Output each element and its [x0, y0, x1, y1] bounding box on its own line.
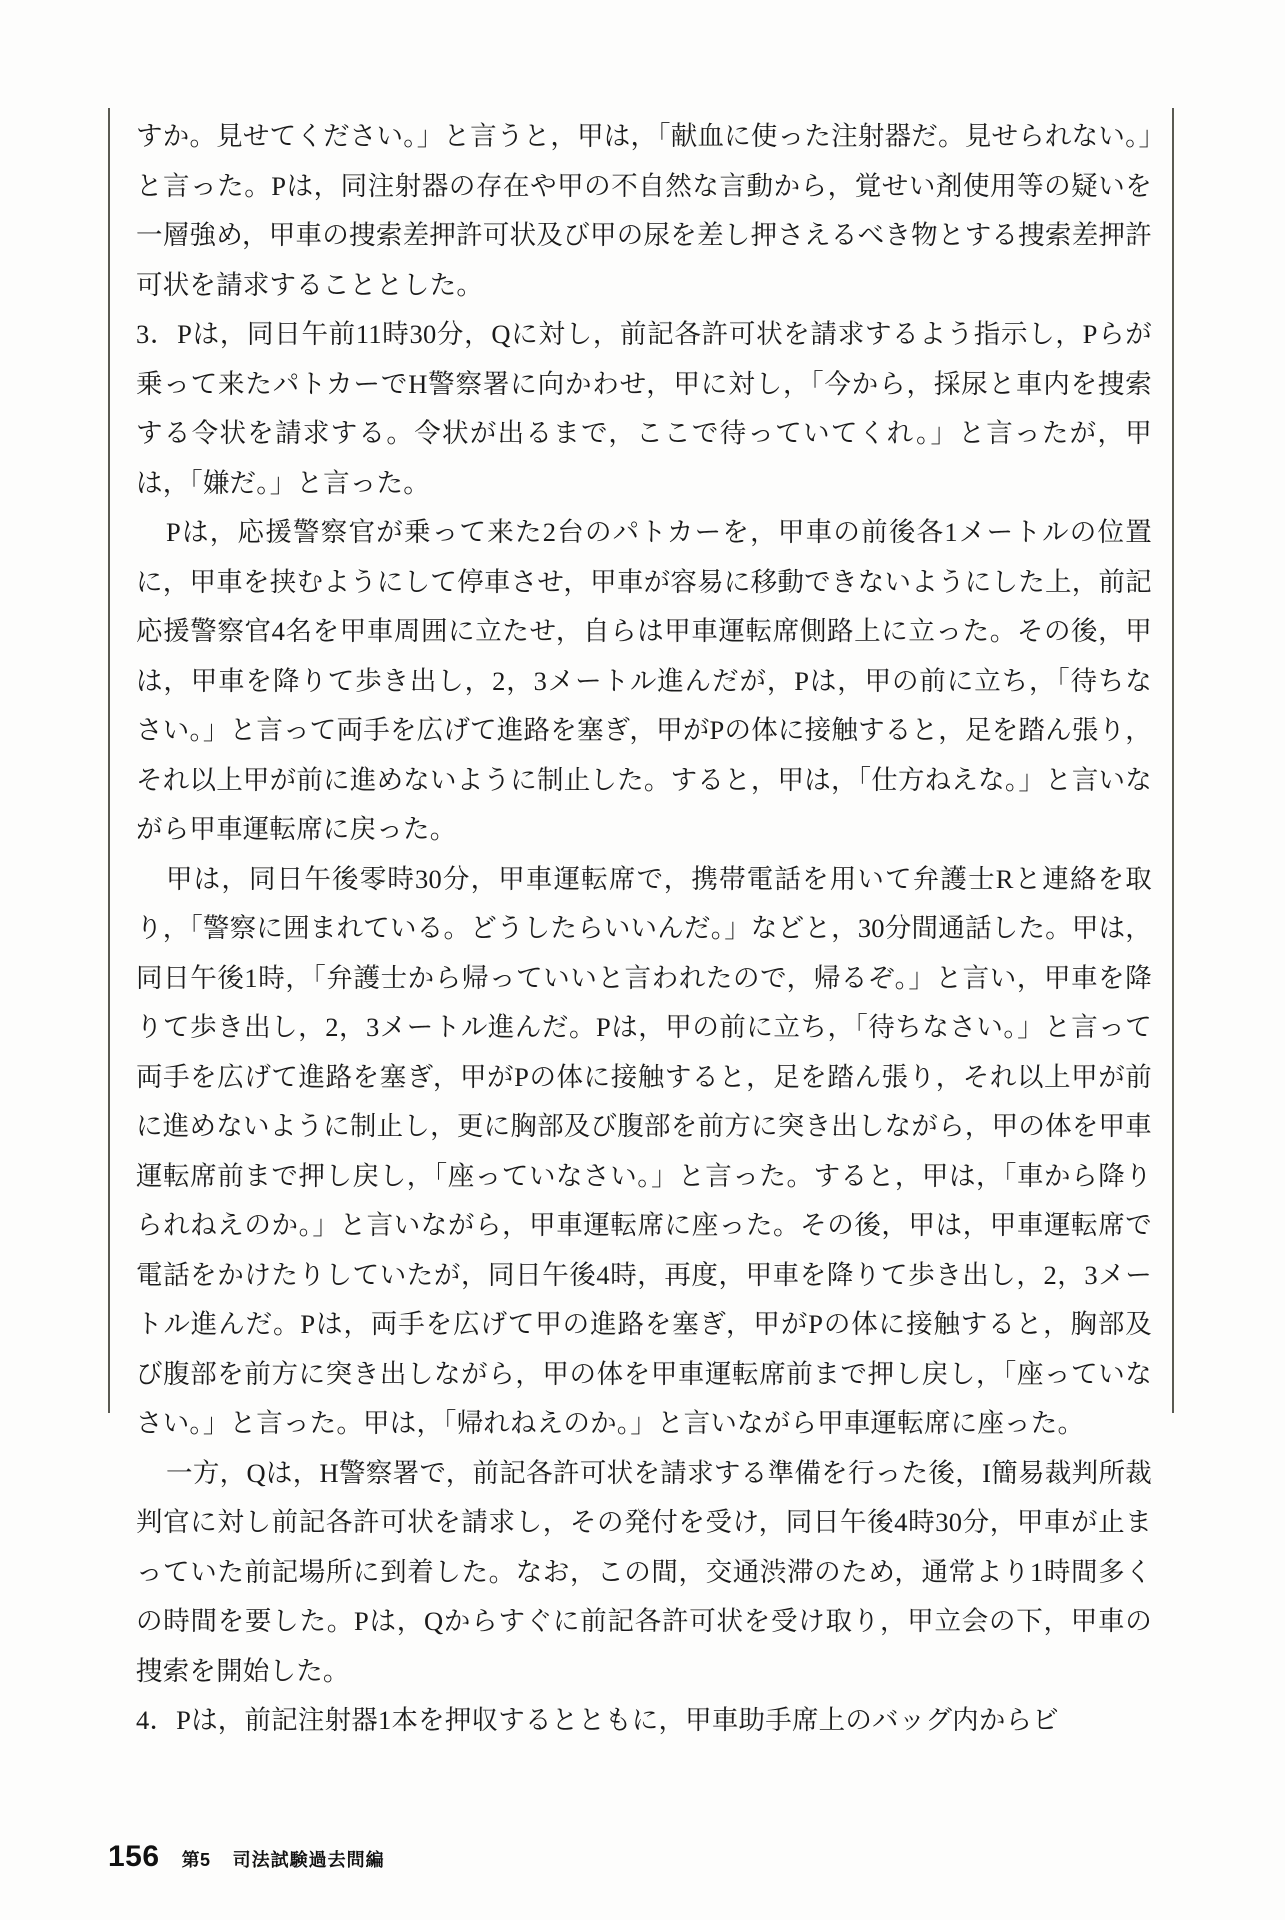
- paragraph-3: Pは，応援警察官が乗って来た2台のパトカーを，甲車の前後各1メートルの位置に，甲車を挟むようにして停車させ，甲車が容易に移動できないようにした上，前記応援警察官4名を甲車周囲に立たせ，自らは甲車運転席側路上に立った。その後，甲は，甲車を降りて歩き出し，2，3メートル進んだが，Pは，甲の前に立ち，「待ちなさい。」と言って両手を広げて進路を塞ぎ，甲がPの体に接触すると，足を踏ん張り，それ以上甲が前に進めないように制止した。すると，甲は，「仕方ねえな。」と言いながら甲車運転席に戻った。: [136, 517, 1152, 844]
- paragraph-5: 一方，Qは，H警察署で，前記各許可状を請求する準備を行った後，I簡易裁判所裁判官に対し前記各許可状を請求し，その発付を受け，同日午後4時30分，甲車が止まっていた前記場所に到着した。なお，この間，交通渋滞のため，通常より1時間多くの時間を要した。Pは，Qからすぐに前記各許可状を受け取り，甲立会の下，甲車の捜索を開始した。: [136, 1457, 1152, 1686]
- paragraph-1: すか。見せてください。」と言うと，甲は，「献血に使った注射器だ。見せられない。」と言った。Pは，同注射器の存在や甲の不自然な言動から，覚せい剤使用等の疑いを一層強め，甲車の捜索差押許可状及び甲の尿を差し押さえるべき物とする捜索差押許可状を請求することとした。: [136, 121, 1152, 300]
- paragraph-4: 甲は，同日午後零時30分，甲車運転席で，携帯電話を用いて弁護士Rと連絡を取り，「警察に囲まれている。どうしたらいいんだ。」などと，30分間通話した。甲は，同日午後1時，「弁護士から帰っていいと言われたので，帰るぞ。」と言い，甲車を降りて歩き出し，2，3メートル進んだ。Pは，甲の前に立ち，「待ちなさい。」と言って両手を広げて進路を塞ぎ，甲がPの体に接触すると，足を踏ん張り，それ以上甲が前に進めないように制止し，更に胸部及び腹部を前方に突き出しながら，甲の体を甲車運転席前まで押し戻し，「座っていなさい。」と言った。すると，甲は，「車から降りられねえのか。」と言いながら，甲車運転席に座った。その後，甲は，甲車運転席で電話をかけたりしていたが，同日午後4時，再度，甲車を降りて歩き出し，2，3メートル進んだ。Pは，両手を広げて甲の進路を塞ぎ，甲がPの体に接触すると，胸部及び腹部を前方に突き出しながら，甲の体を甲車運転席前まで押し戻し，「座っていなさい。」と言った。甲は，「帰れねえのか。」と言いながら甲車運転席に座った。: [136, 863, 1152, 1438]
- footer-section-title: 司法試験過去問編: [232, 1850, 385, 1870]
- left-margin-rule: [108, 108, 110, 1413]
- page-number: 156: [108, 1840, 160, 1873]
- footer-chapter-label: 第5: [181, 1850, 211, 1870]
- body-text-block: [136, 112, 1152, 1746]
- paragraph-6: 4．Pは，前記注射器1本を押収するとともに，甲車助手席上のバッグ内からビ: [136, 1705, 1059, 1735]
- paragraph-2: 3．Pは，同日午前11時30分，Qに対し，前記各許可状を請求するよう指示し，Pらが乗って来たパトカーでH警察署に向かわせ，甲に対し，「今から，採尿と車内を捜索する令状を請求する。令状が出るまで，ここで待っていてくれ。」と言ったが，甲は，「嫌だ。」と言った。: [136, 319, 1152, 498]
- page-footer: [108, 1840, 1168, 1874]
- right-margin-rule: [1172, 108, 1174, 1413]
